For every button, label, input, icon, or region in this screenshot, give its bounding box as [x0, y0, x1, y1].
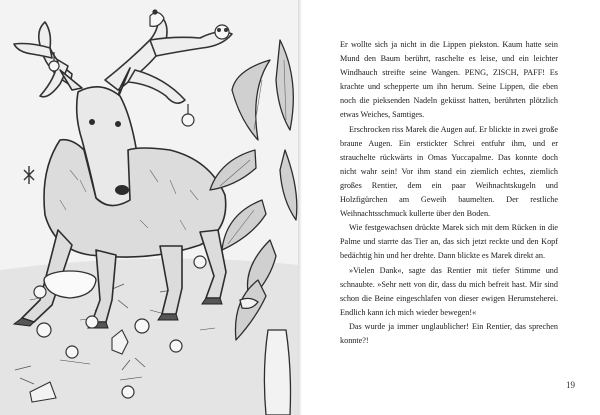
page-gutter [298, 0, 302, 415]
paragraph: Erschrocken riss Marek die Augen auf. Er blickte in zwei große braune Augen. Ein erstickter Schrei entfuhr ihm, und er strauchelte rückwärts in Omas Yuccapalme. Das konnte doch nicht wahr sein! Vor ihm stand ein ziemlich echtes, ziemlich großes Rentier, dem ein paar Weihnachtskugeln und Holzfigürchen am Geweih baumelten. Der restliche Weihnachtsschmuck kullerte über den Boden. [340, 124, 558, 219]
story-text [340, 38, 558, 348]
paragraph: Wie festgewachsen drückte Marek sich mit dem Rücken in die Palme und starrte das Tier an, das sich jetzt reckte und den Kopf bedächtig hin und her drehte. Dann blickte es Marek direkt an. [340, 223, 558, 261]
paragraph: »Vielen Dank«, sagte das Rentier mit tiefer Stimme und schnaubte. »Sehr nett von dir, dass du mich befreit hast. Mir sind schon die Beine eingeschlafen von dieser ewigen Herumsteherei. Endlich kann ich mich wieder bewegen!« [340, 265, 558, 317]
paragraph: Das wurde ja immer unglaublicher! Ein Rentier, das sprechen konnte?! [340, 321, 558, 345]
page-number: 19 [566, 380, 575, 390]
paragraph: Er wollte sich ja nicht in die Lippen piekston. Kaum hatte sein Mund den Baum berührt, raschelte es leise, und ein leichter Windhauch streifte seine Wangen. PENG, ZISCH, PAFF! Es krachte und schepperte um ihn herum. Seine Lippen, die eben noch die pieksenden Nadeln geküsst hatten, berührten plötzlich etwas Weiches, Samtiges. [340, 40, 558, 120]
